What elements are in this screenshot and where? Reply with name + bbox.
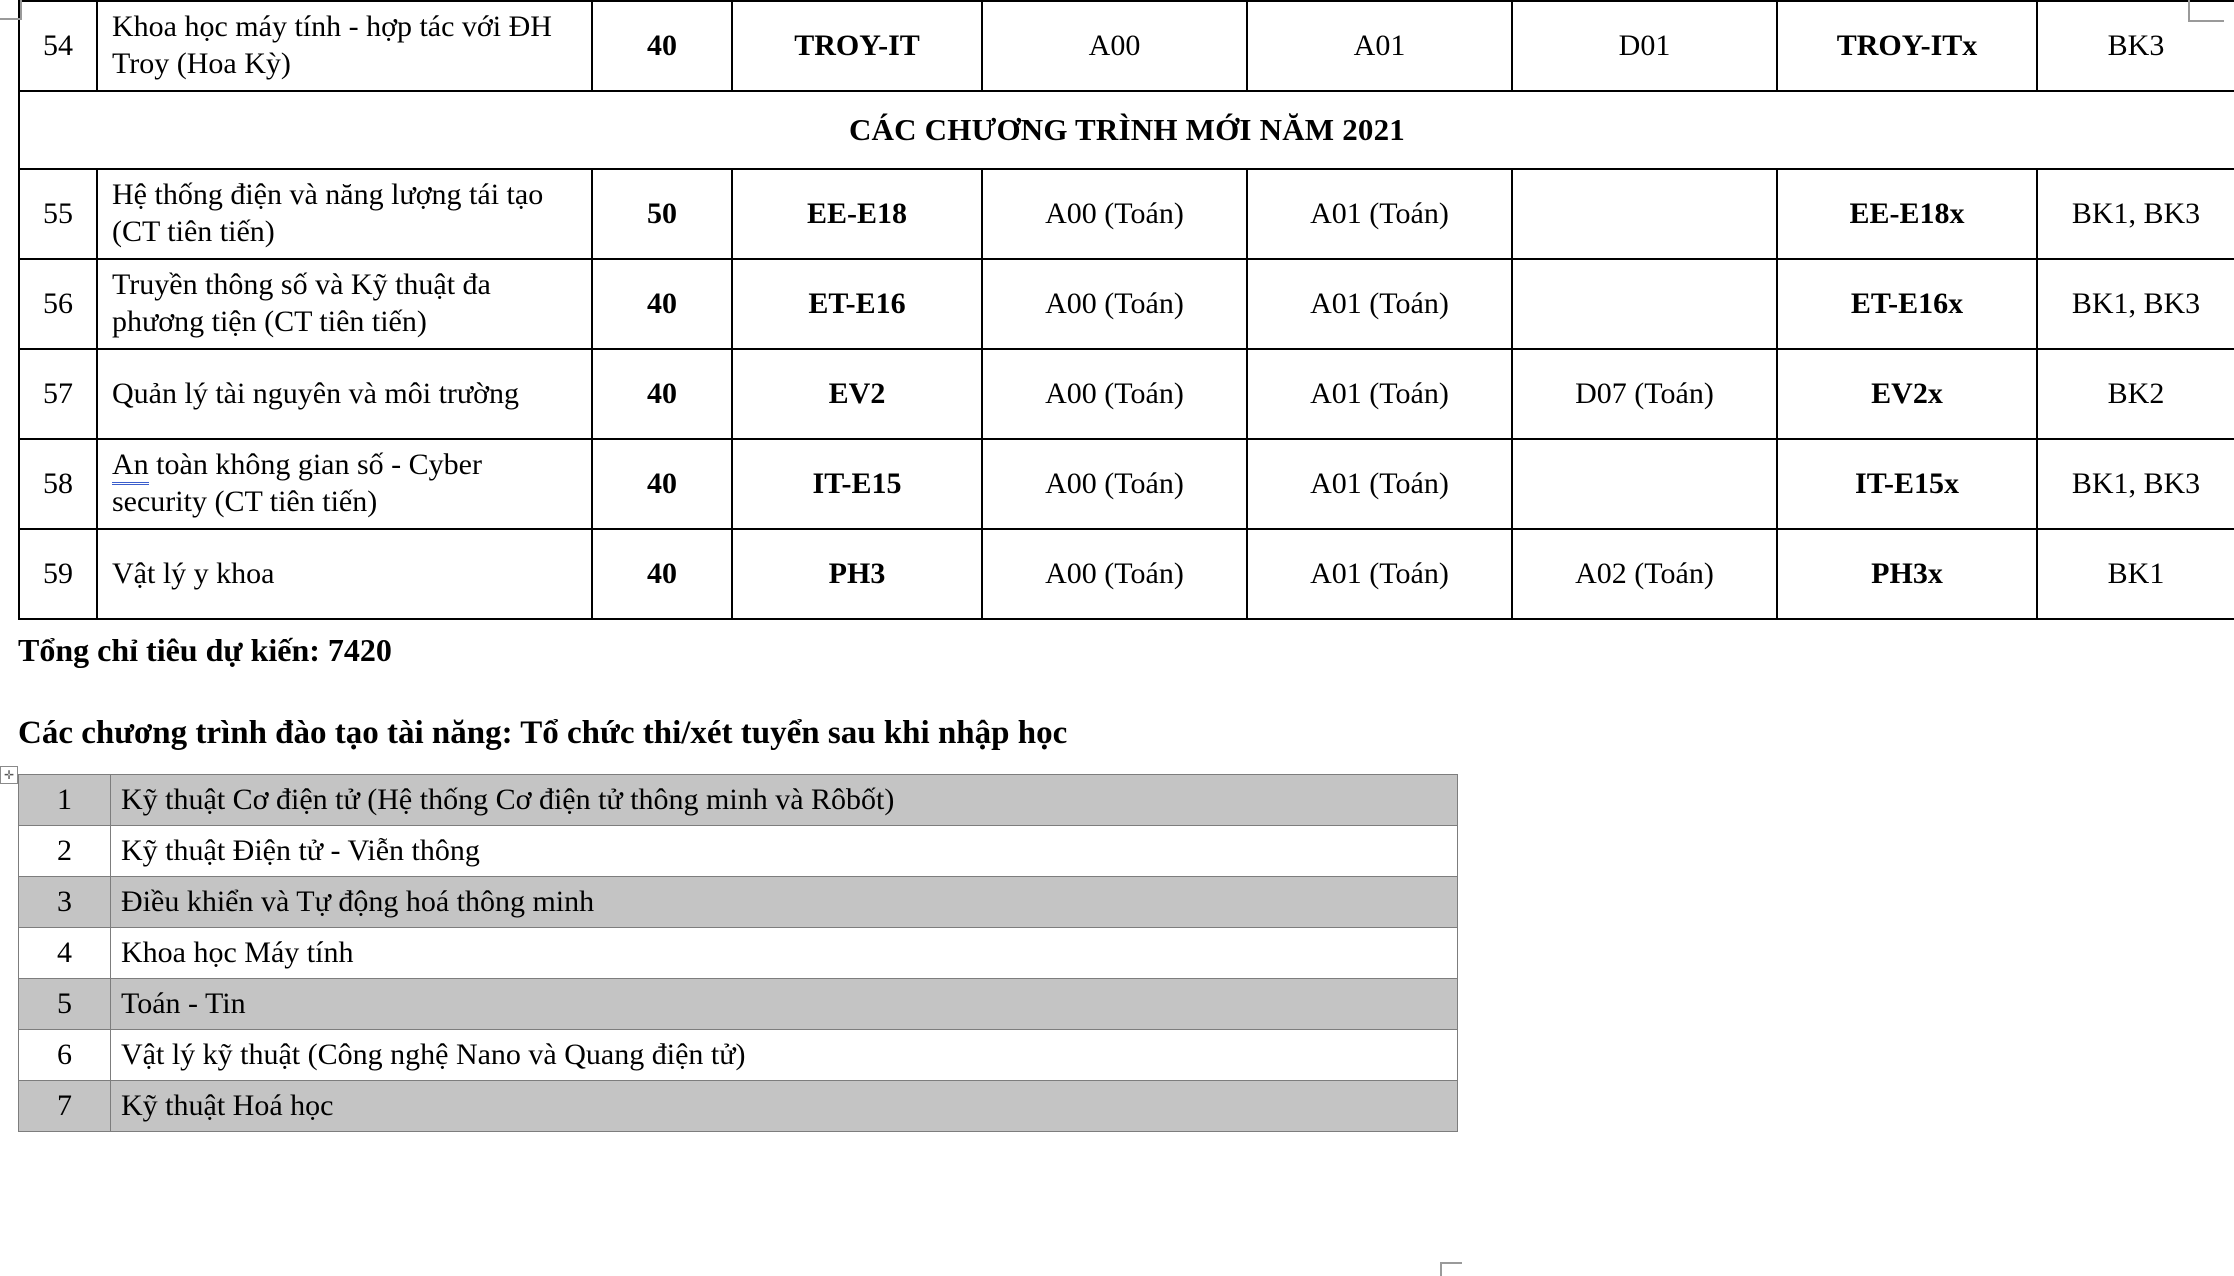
- talent-row-name: Khoa học Máy tính: [111, 928, 1458, 979]
- talent-row-name: Điều khiển và Tự động hoá thông minh: [111, 877, 1458, 928]
- program-name-cell: Vật lý y khoa: [97, 529, 592, 619]
- talent-row-number: 2: [19, 826, 111, 877]
- talent-code-cell: PH3x: [1777, 529, 2037, 619]
- campus-cell: BK1, BK3: [2037, 259, 2234, 349]
- talent-row-name: Kỹ thuật Điện tử - Viễn thông: [111, 826, 1458, 877]
- quota-cell: 40: [592, 439, 732, 529]
- quota-cell: 40: [592, 529, 732, 619]
- combination-1-cell: A00 (Toán): [982, 529, 1247, 619]
- combination-2-cell: A01 (Toán): [1247, 169, 1512, 259]
- combination-2-cell: A01 (Toán): [1247, 439, 1512, 529]
- admission-code-cell: TROY-IT: [732, 1, 982, 91]
- talent-row-name: Vật lý kỹ thuật (Công nghệ Nano và Quang điện tử): [111, 1030, 1458, 1081]
- talent-row-number: 5: [19, 979, 111, 1030]
- row-number-cell: 55: [19, 169, 97, 259]
- talent-table-wrapper: [0, 768, 2234, 1132]
- talent-code-cell: EE-E18x: [1777, 169, 2037, 259]
- admission-code-cell: PH3: [732, 529, 982, 619]
- combination-3-cell: D07 (Toán): [1512, 349, 1777, 439]
- quota-cell: 40: [592, 259, 732, 349]
- quota-cell: 40: [592, 349, 732, 439]
- list-item: [19, 1030, 1458, 1081]
- talent-row-name: Kỹ thuật Hoá học: [111, 1081, 1458, 1132]
- program-name-cell: Hệ thống điện và năng lượng tái tạo (CT tiên tiến): [97, 169, 592, 259]
- talent-code-cell: IT-E15x: [1777, 439, 2037, 529]
- row-number-cell: 57: [19, 349, 97, 439]
- combination-1-cell: A00: [982, 1, 1247, 91]
- admission-code-cell: ET-E16: [732, 259, 982, 349]
- combination-2-cell: A01 (Toán): [1247, 259, 1512, 349]
- page-corner-mark-right: [2188, 0, 2224, 22]
- admission-code-cell: EV2: [732, 349, 982, 439]
- list-item: [19, 877, 1458, 928]
- talent-row-name: Toán - Tin: [111, 979, 1458, 1030]
- talent-row-number: 3: [19, 877, 111, 928]
- campus-cell: BK1, BK3: [2037, 169, 2234, 259]
- combination-3-cell: A02 (Toán): [1512, 529, 1777, 619]
- row-number-cell: 54: [19, 1, 97, 91]
- campus-cell: BK1, BK3: [2037, 439, 2234, 529]
- section-banner-row: [19, 91, 2234, 169]
- quota-cell: 50: [592, 169, 732, 259]
- talent-row-number: 7: [19, 1081, 111, 1132]
- table-row: [19, 529, 2234, 619]
- combination-3-cell: [1512, 439, 1777, 529]
- table-row: [19, 439, 2234, 529]
- campus-cell: BK1: [2037, 529, 2234, 619]
- page-corner-mark-bottom: [1440, 1262, 1462, 1276]
- talent-row-number: 6: [19, 1030, 111, 1081]
- campus-cell: BK2: [2037, 349, 2234, 439]
- program-name-cell: Truyền thông số và Kỹ thuật đa phương tiện (CT tiên tiến): [97, 259, 592, 349]
- talent-code-cell: TROY-ITx: [1777, 1, 2037, 91]
- page-corner-mark-left: [0, 0, 22, 20]
- program-name-cell: [97, 439, 592, 529]
- combination-3-cell: [1512, 259, 1777, 349]
- table-row: [19, 259, 2234, 349]
- section-banner-label: CÁC CHƯƠNG TRÌNH MỚI NĂM 2021: [19, 91, 2234, 169]
- combination-1-cell: A00 (Toán): [982, 349, 1247, 439]
- combination-3-cell: [1512, 169, 1777, 259]
- row-number-cell: 58: [19, 439, 97, 529]
- combination-3-cell: D01: [1512, 1, 1777, 91]
- total-quota-line: Tổng chỉ tiêu dự kiến: 7420: [18, 632, 392, 668]
- program-name-cell: Quản lý tài nguyên và môi trường: [97, 349, 592, 439]
- row-number-cell: 56: [19, 259, 97, 349]
- talent-programs-heading: Các chương trình đào tạo tài năng: Tổ chức thi/xét tuyển sau khi nhập học: [18, 715, 1068, 751]
- combination-1-cell: A00 (Toán): [982, 439, 1247, 529]
- table-row: [19, 1, 2234, 91]
- program-name-cell: Khoa học máy tính - hợp tác với ĐH Troy (Hoa Kỳ): [97, 1, 592, 91]
- combination-2-cell: A01: [1247, 1, 1512, 91]
- talent-programs-table: [18, 774, 1458, 1132]
- talent-code-cell: ET-E16x: [1777, 259, 2037, 349]
- program-name-rest: toàn không gian số - Cyber security (CT tiên tiến): [112, 448, 482, 518]
- talent-row-number: 4: [19, 928, 111, 979]
- row-number-cell: 59: [19, 529, 97, 619]
- list-item: [19, 826, 1458, 877]
- admission-code-cell: EE-E18: [732, 169, 982, 259]
- combination-1-cell: A00 (Toán): [982, 169, 1247, 259]
- list-item: [19, 775, 1458, 826]
- list-item: [19, 928, 1458, 979]
- spellcheck-word: An: [112, 448, 149, 485]
- table-move-handle-icon[interactable]: ✛: [0, 766, 18, 784]
- table-row: [19, 349, 2234, 439]
- combination-2-cell: A01 (Toán): [1247, 529, 1512, 619]
- talent-row-number: 1: [19, 775, 111, 826]
- talent-row-name: Kỹ thuật Cơ điện tử (Hệ thống Cơ điện tử thông minh và Rôbốt): [111, 775, 1458, 826]
- list-item: [19, 979, 1458, 1030]
- talent-code-cell: EV2x: [1777, 349, 2037, 439]
- combination-2-cell: A01 (Toán): [1247, 349, 1512, 439]
- quota-cell: 40: [592, 1, 732, 91]
- admissions-table: [18, 0, 2234, 620]
- admission-code-cell: IT-E15: [732, 439, 982, 529]
- list-item: [19, 1081, 1458, 1132]
- table-row: [19, 169, 2234, 259]
- combination-1-cell: A00 (Toán): [982, 259, 1247, 349]
- campus-cell: BK3: [2037, 1, 2234, 91]
